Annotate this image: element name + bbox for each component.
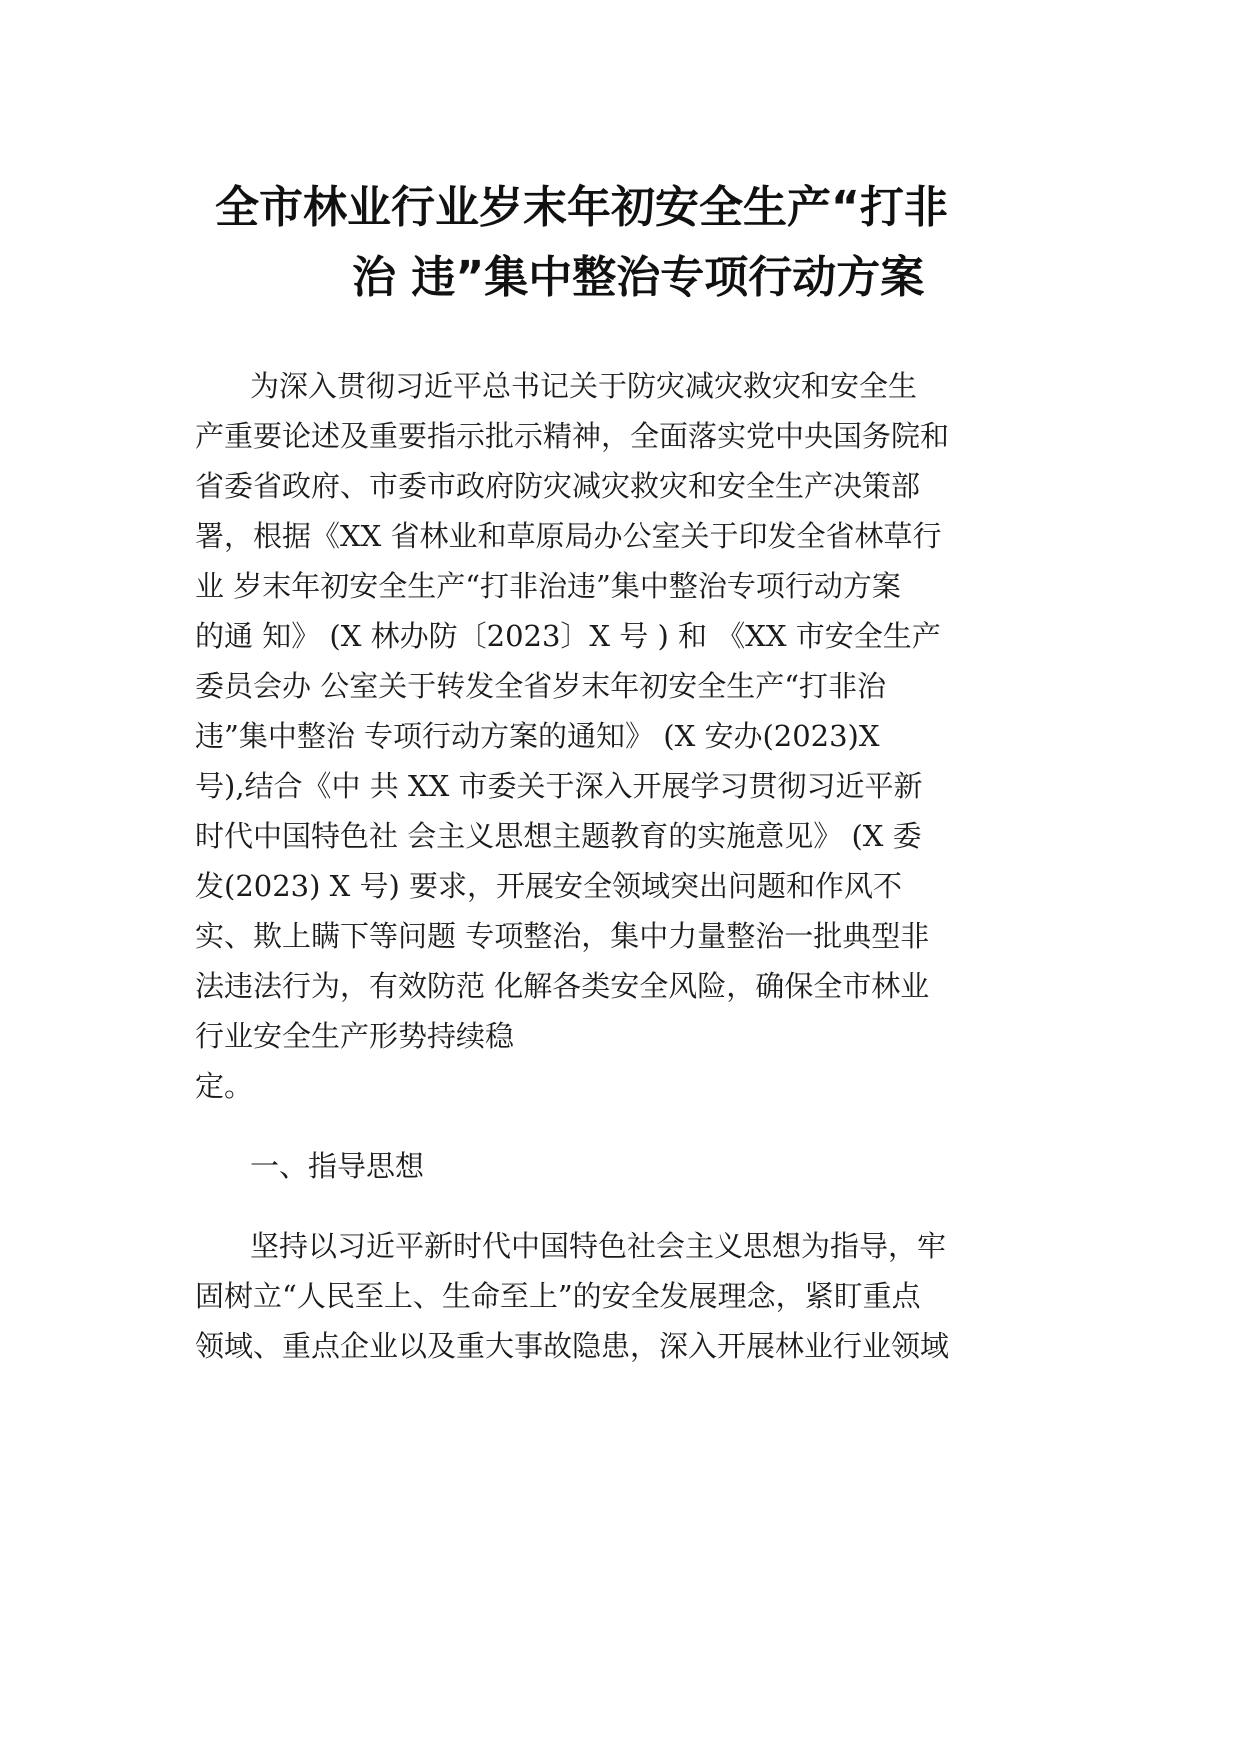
body-line: 时代中国特色社 会主义思想主题教育的实施意见》 (X 委 (195, 819, 922, 853)
body-line: 法违法行为，有效防范 化解各类安全风险，确保全市林业 (195, 969, 930, 1003)
section-heading: 一、指导思想 (250, 1149, 425, 1183)
body-line: 委员会办 公室关于转发全省岁末年初安全生产“打非治 (195, 669, 887, 703)
body-line: 违”集中整治 专项行动方案的通知》 (X 安办(2023)X (195, 719, 880, 753)
body-line: 号),结合《中 共 XX 市委关于深入开展学习贯彻习近平新 (195, 769, 923, 803)
body-line: 为深入贯彻习近平总书记关于防灾减灾救灾和安全生 (250, 369, 918, 403)
body-line: 行业安全生产形势持续稳 (195, 1019, 515, 1053)
body-line: 坚持以习近平新时代中国特色社会主义思想为指导，牢 (250, 1229, 947, 1263)
body-line: 固树立“人民至上、生命至上”的安全发展理念，紧盯重点 (195, 1279, 921, 1313)
body-line: 发(2023) X 号) 要求，开展安全领域突出问题和作风不 (195, 869, 903, 903)
document-title-line-2: 治 违”集中整治专项行动方案 (352, 252, 925, 303)
document-title-line-1: 全市林业行业岁末年初安全生产“打非 (215, 182, 948, 233)
body-line: 业 岁末年初安全生产“打非治违”集中整治专项行动方案 (195, 569, 901, 603)
body-line: 定。 (195, 1069, 254, 1103)
body-line: 实、欺上瞒下等问题 专项整治，集中力量整治一批典型非 (195, 919, 930, 953)
body-line: 署，根据《XX 省林业和草原局办公室关于印发全省林草行 (195, 519, 942, 553)
body-line: 的通 知》 (X 林办防〔2023〕X 号 ) 和 《XX 市安全生产 (195, 619, 941, 653)
body-line: 领域、重点企业以及重大事故隐患，深入开展林业行业领域 (195, 1329, 950, 1363)
body-line: 产重要论述及重要指示批示精神，全面落实党中央国务院和 (195, 419, 950, 453)
body-line: 省委省政府、市委市政府防灾减灾救灾和安全生产决策部 (195, 469, 921, 503)
